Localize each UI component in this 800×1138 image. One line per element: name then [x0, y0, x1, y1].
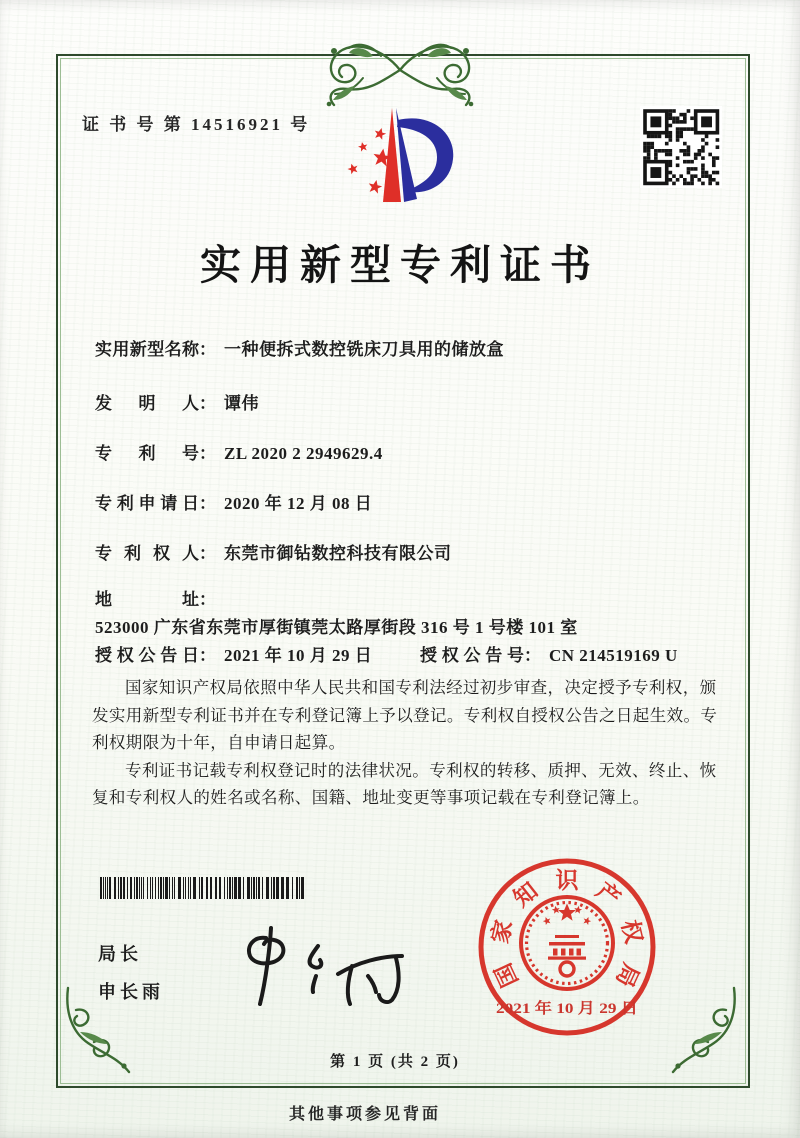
director-name: 申长雨: [98, 982, 164, 1002]
svg-text:知: 知: [509, 877, 543, 912]
field-value: ZL 2020 2 2949629.4: [224, 444, 383, 463]
field-colon: ：: [199, 544, 216, 563]
legal-paragraph: 专利证书记载专利权登记时的法律状况。专利权的转移、质押、无效、终止、恢复和专利权人的姓名或名称、国籍、地址变更等事项记载在专利登记簿上。: [92, 760, 717, 807]
seal-date: 2021 年 10 月 29 日: [496, 1001, 620, 1017]
svg-text:识: 识: [555, 868, 579, 893]
field-row-utility-name: [95, 336, 725, 364]
field-colon: ：: [199, 340, 216, 359]
svg-text:权: 权: [616, 917, 647, 946]
field-colon: ：: [199, 590, 216, 609]
field-label: 实用新型名称: [95, 340, 199, 359]
field-row-patentee: [95, 540, 725, 568]
field-value: 2021 年 10 月 29 日: [224, 646, 373, 665]
field-value: 谭伟: [224, 394, 259, 413]
field-row-inventor: [95, 390, 725, 418]
svg-text:家: 家: [487, 917, 518, 946]
field-row-filing-date: [95, 490, 725, 518]
certificate-title: 实用新型专利证书: [200, 242, 600, 288]
field-label: 专利申请日: [95, 494, 199, 513]
back-side-note: 其他事项参见背面: [288, 1106, 441, 1123]
field-colon: ：: [199, 394, 216, 413]
field-label: 专利号: [95, 444, 199, 463]
seal-ring-text: [487, 868, 648, 991]
field-label: 地址: [95, 590, 199, 609]
legal-paragraph: 国家知识产权局依照中华人民共和国专利法经过初步审查，决定授予专利权，颁发实用新型专利证书并在专利登记簿上予以登记。专利权自授权公告之日起生效。专利权期限为十年，自申请日起算。: [92, 678, 718, 752]
barcode: [100, 876, 306, 900]
field-label: 专利权人: [95, 544, 199, 563]
cnipa-logo: [330, 90, 480, 220]
certificate-number: 证 书 号 第 14516921 号: [82, 115, 311, 134]
director-signature: [200, 902, 410, 1010]
field-value: 2020 年 12 月 08 日: [224, 494, 373, 513]
national-emblem: [521, 897, 613, 989]
field-colon: ：: [199, 646, 216, 665]
official-seal: [475, 855, 659, 1039]
field-row-address: [95, 586, 725, 642]
field-colon: ：: [199, 444, 216, 463]
field-label: 发明人: [95, 394, 199, 413]
page-number: 第 1 页 (共 2 页): [330, 1054, 460, 1070]
field-value: 东莞市御钻数控科技有限公司: [224, 544, 452, 563]
svg-text:局: 局: [611, 959, 644, 991]
director-title: 局长: [98, 944, 142, 964]
field-value: 一种便拆式数控铣床刀具用的储放盒: [224, 340, 504, 359]
qr-code: [640, 106, 722, 188]
legal-text: [92, 674, 722, 812]
field-row-patent-number: [95, 440, 725, 468]
field-row-grant: [95, 642, 725, 670]
field-value: CN 214519169 U: [549, 646, 678, 665]
field-label: 授权公告号: [420, 646, 524, 665]
field-value: 523000 广东省东莞市厚街镇莞太路厚街段 316 号 1 号楼 101 室: [95, 618, 578, 637]
svg-text:国: 国: [490, 959, 523, 991]
svg-text:产: 产: [591, 877, 625, 912]
field-colon: ：: [524, 646, 541, 665]
field-label: 授权公告日: [95, 646, 199, 665]
grant-number-pair: [420, 642, 678, 670]
field-colon: ：: [199, 494, 216, 513]
